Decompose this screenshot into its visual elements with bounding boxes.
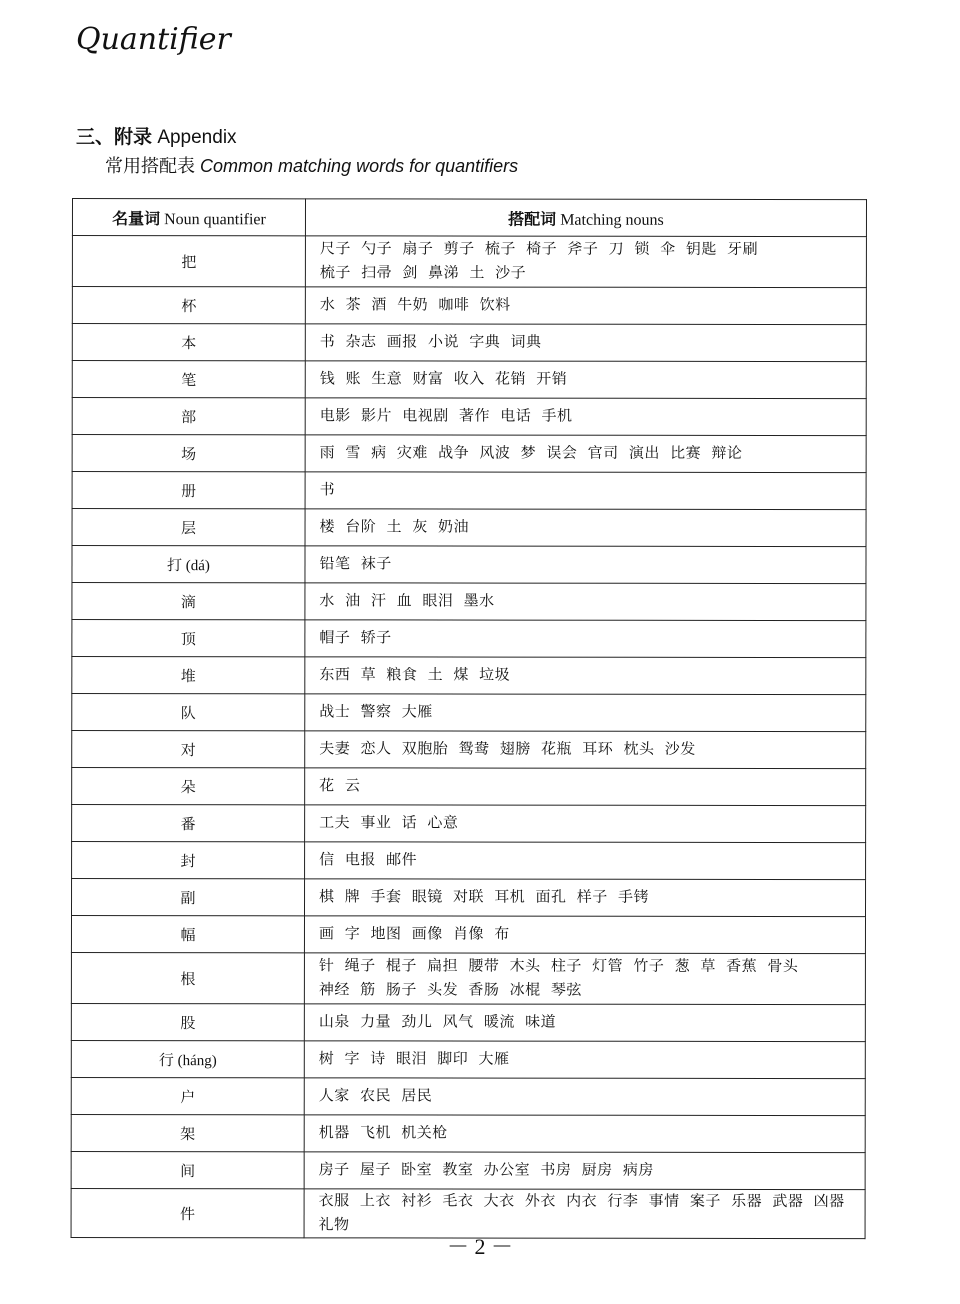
table-row — [72, 731, 866, 769]
quantifier-cell: 把 — [72, 236, 305, 287]
table-row — [72, 287, 866, 325]
quantifier-cell: 册 — [72, 472, 305, 509]
matching-nouns-line: 衣服 上衣 衬衫 毛衣 大衣 外衣 内衣 行李 事情 案子 乐器 武器 凶器 礼物 — [318, 1193, 845, 1234]
matching-nouns-cell — [305, 236, 866, 288]
quantifier-cell: 笔 — [72, 361, 305, 398]
table-row — [72, 435, 866, 473]
table-row — [72, 620, 866, 658]
table-row — [72, 583, 866, 621]
column-header-quantifier — [72, 199, 305, 236]
matching-nouns-line: 雨 雪 病 灾难 战争 风波 梦 误会 官司 演出 比赛 辩论 — [319, 445, 743, 462]
table-row — [72, 768, 866, 806]
matching-nouns-cell — [304, 1004, 865, 1042]
section-title-zh: 附录 — [114, 127, 153, 148]
matching-nouns-line: 人家 农民 居民 — [318, 1088, 433, 1105]
quantifier-cell: 顶 — [72, 620, 305, 657]
quantifier-cell: 封 — [72, 842, 305, 879]
quantifier-cell: 间 — [71, 1151, 304, 1188]
table-caption — [105, 152, 518, 178]
section-heading — [76, 122, 237, 149]
quantifier-cell: 打 (dá) — [72, 546, 305, 583]
quantifier-cell: 本 — [72, 324, 305, 361]
table-row — [71, 1040, 865, 1078]
matching-nouns-cell — [304, 879, 865, 917]
matching-nouns-line: 东西 草 粮食 土 煤 垃圾 — [319, 667, 511, 684]
matching-nouns-line: 花 云 — [319, 778, 361, 795]
matching-nouns-cell — [305, 509, 866, 547]
quantifier-cell: 件 — [71, 1188, 304, 1237]
table-row — [72, 657, 866, 695]
page-number: － 2 － — [446, 1234, 513, 1259]
matching-nouns-cell — [305, 472, 866, 510]
matching-nouns-line: 水 茶 酒 牛奶 咖啡 饮料 — [319, 297, 511, 314]
quantifier-cell: 户 — [71, 1077, 304, 1114]
matching-nouns-line: 书 杂志 画报 小说 字典 词典 — [319, 334, 542, 351]
table-row — [72, 324, 866, 362]
table-row — [72, 546, 866, 584]
matching-nouns-line: 树 字 诗 眼泪 脚印 大雁 — [318, 1051, 510, 1068]
quantifier-cell: 架 — [71, 1114, 304, 1151]
matching-nouns-line: 夫妻 恋人 双胞胎 鸳鸯 翅膀 花瓶 耳环 枕头 沙发 — [319, 741, 696, 758]
quantifier-cell: 对 — [72, 731, 305, 768]
matching-nouns-cell — [305, 546, 866, 584]
matching-nouns-line: 尺子 勺子 扇子 剪子 梳子 椅子 斧子 刀 锁 伞 钥匙 牙刷 — [319, 241, 759, 258]
matching-nouns-cell — [305, 435, 866, 473]
matching-nouns-cell — [304, 1041, 865, 1079]
matching-nouns-line: 机器 飞机 机关枪 — [318, 1125, 448, 1142]
matching-nouns-cell — [305, 768, 866, 806]
quantifier-cell: 杯 — [72, 287, 305, 324]
matching-nouns-line: 梳子 扫帚 剑 鼻涕 土 沙子 — [319, 265, 527, 282]
matching-nouns-cell — [305, 398, 866, 436]
table-header-row — [72, 199, 866, 237]
table-row — [71, 1003, 865, 1041]
table-row — [72, 842, 866, 880]
table-row — [71, 952, 865, 1004]
matching-nouns-cell — [305, 324, 866, 362]
section-title-en: Appendix — [157, 127, 237, 148]
table-caption-zh: 常用搭配表 — [105, 156, 195, 176]
matching-nouns-cell — [304, 1078, 865, 1116]
table-row — [72, 361, 866, 399]
table-body — [71, 236, 866, 1239]
matching-nouns-line: 战士 警察 大雁 — [319, 704, 433, 721]
quantifier-cell: 行 (háng) — [71, 1040, 304, 1077]
matching-nouns-cell — [305, 694, 866, 732]
table-row — [71, 1114, 865, 1152]
matching-nouns-line: 山泉 力量 劲儿 风气 暖流 味道 — [318, 1014, 557, 1031]
matching-nouns-line: 楼 台阶 土 灰 奶油 — [319, 519, 470, 536]
matching-nouns-cell — [305, 805, 866, 843]
table-row — [72, 509, 866, 547]
quantifier-cell: 番 — [72, 805, 305, 842]
matching-nouns-line: 水 油 汗 血 眼泪 墨水 — [319, 593, 495, 610]
matching-nouns-line: 画 字 地图 画像 肖像 布 — [318, 926, 510, 943]
column-header-nouns-en: Matching nouns — [560, 211, 664, 229]
matching-nouns-cell — [304, 916, 865, 954]
matching-nouns-cell — [305, 657, 866, 695]
matching-nouns-cell — [304, 953, 865, 1005]
section-number: 三、 — [76, 127, 115, 148]
matching-nouns-line: 钱 账 生意 财富 收入 花销 开销 — [319, 371, 568, 388]
quantifier-cell: 朵 — [72, 768, 305, 805]
matching-nouns-cell — [305, 731, 866, 769]
quantifier-matching-table — [71, 198, 867, 1239]
table-caption-en: Common matching words for quantifiers — [200, 156, 519, 176]
column-header-quantifier-en: Noun quantifier — [164, 210, 266, 228]
matching-nouns-cell — [305, 620, 866, 658]
column-header-quantifier-zh: 名量词 — [112, 210, 161, 228]
matching-nouns-cell — [304, 1115, 865, 1153]
column-header-nouns — [305, 199, 866, 237]
quantifier-cell: 副 — [71, 879, 304, 916]
table-row — [71, 1151, 865, 1189]
matching-nouns-line: 神经 筋 肠子 头发 香肠 冰棍 琴弦 — [318, 982, 582, 999]
page-title: Quantifier — [76, 22, 231, 57]
matching-nouns-line: 电影 影片 电视剧 著作 电话 手机 — [319, 408, 573, 425]
matching-nouns-cell — [305, 361, 866, 399]
matching-nouns-line: 信 电报 邮件 — [319, 852, 418, 869]
quantifier-cell: 场 — [72, 435, 305, 472]
matching-nouns-line: 棋 牌 手套 眼镜 对联 耳机 面孔 样子 手铐 — [319, 889, 650, 906]
table-row — [72, 236, 866, 288]
quantifier-cell: 根 — [71, 952, 304, 1003]
matching-nouns-cell — [305, 583, 866, 621]
matching-nouns-cell — [305, 842, 866, 880]
quantifier-cell: 堆 — [72, 657, 305, 694]
table-row — [71, 916, 865, 954]
matching-nouns-line: 针 绳子 棍子 扁担 腰带 木头 柱子 灯管 竹子 葱 草 香蕉 骨头 — [318, 958, 799, 976]
quantifier-cell: 滴 — [72, 583, 305, 620]
column-header-nouns-zh: 搭配词 — [508, 211, 557, 229]
matching-nouns-line: 铅笔 袜子 — [319, 556, 392, 573]
quantifier-cell: 队 — [72, 694, 305, 731]
matching-nouns-line: 书 — [319, 482, 336, 499]
table-row — [71, 879, 865, 917]
quantifier-cell: 股 — [71, 1003, 304, 1040]
table-row — [71, 1077, 865, 1115]
matching-nouns-cell — [305, 287, 866, 325]
table-row — [72, 398, 866, 436]
matching-nouns-line: 工夫 事业 话 心意 — [319, 815, 459, 832]
table-row — [72, 694, 866, 732]
table-row — [72, 805, 866, 843]
matching-nouns-line: 房子 屋子 卧室 教室 办公室 书房 厨房 病房 — [318, 1162, 654, 1179]
table-row — [72, 472, 866, 510]
matching-nouns-cell — [304, 1152, 865, 1190]
matching-nouns-line: 帽子 轿子 — [319, 630, 392, 647]
quantifier-cell: 层 — [72, 509, 305, 546]
quantifier-cell: 幅 — [71, 916, 304, 953]
quantifier-cell: 部 — [72, 398, 305, 435]
